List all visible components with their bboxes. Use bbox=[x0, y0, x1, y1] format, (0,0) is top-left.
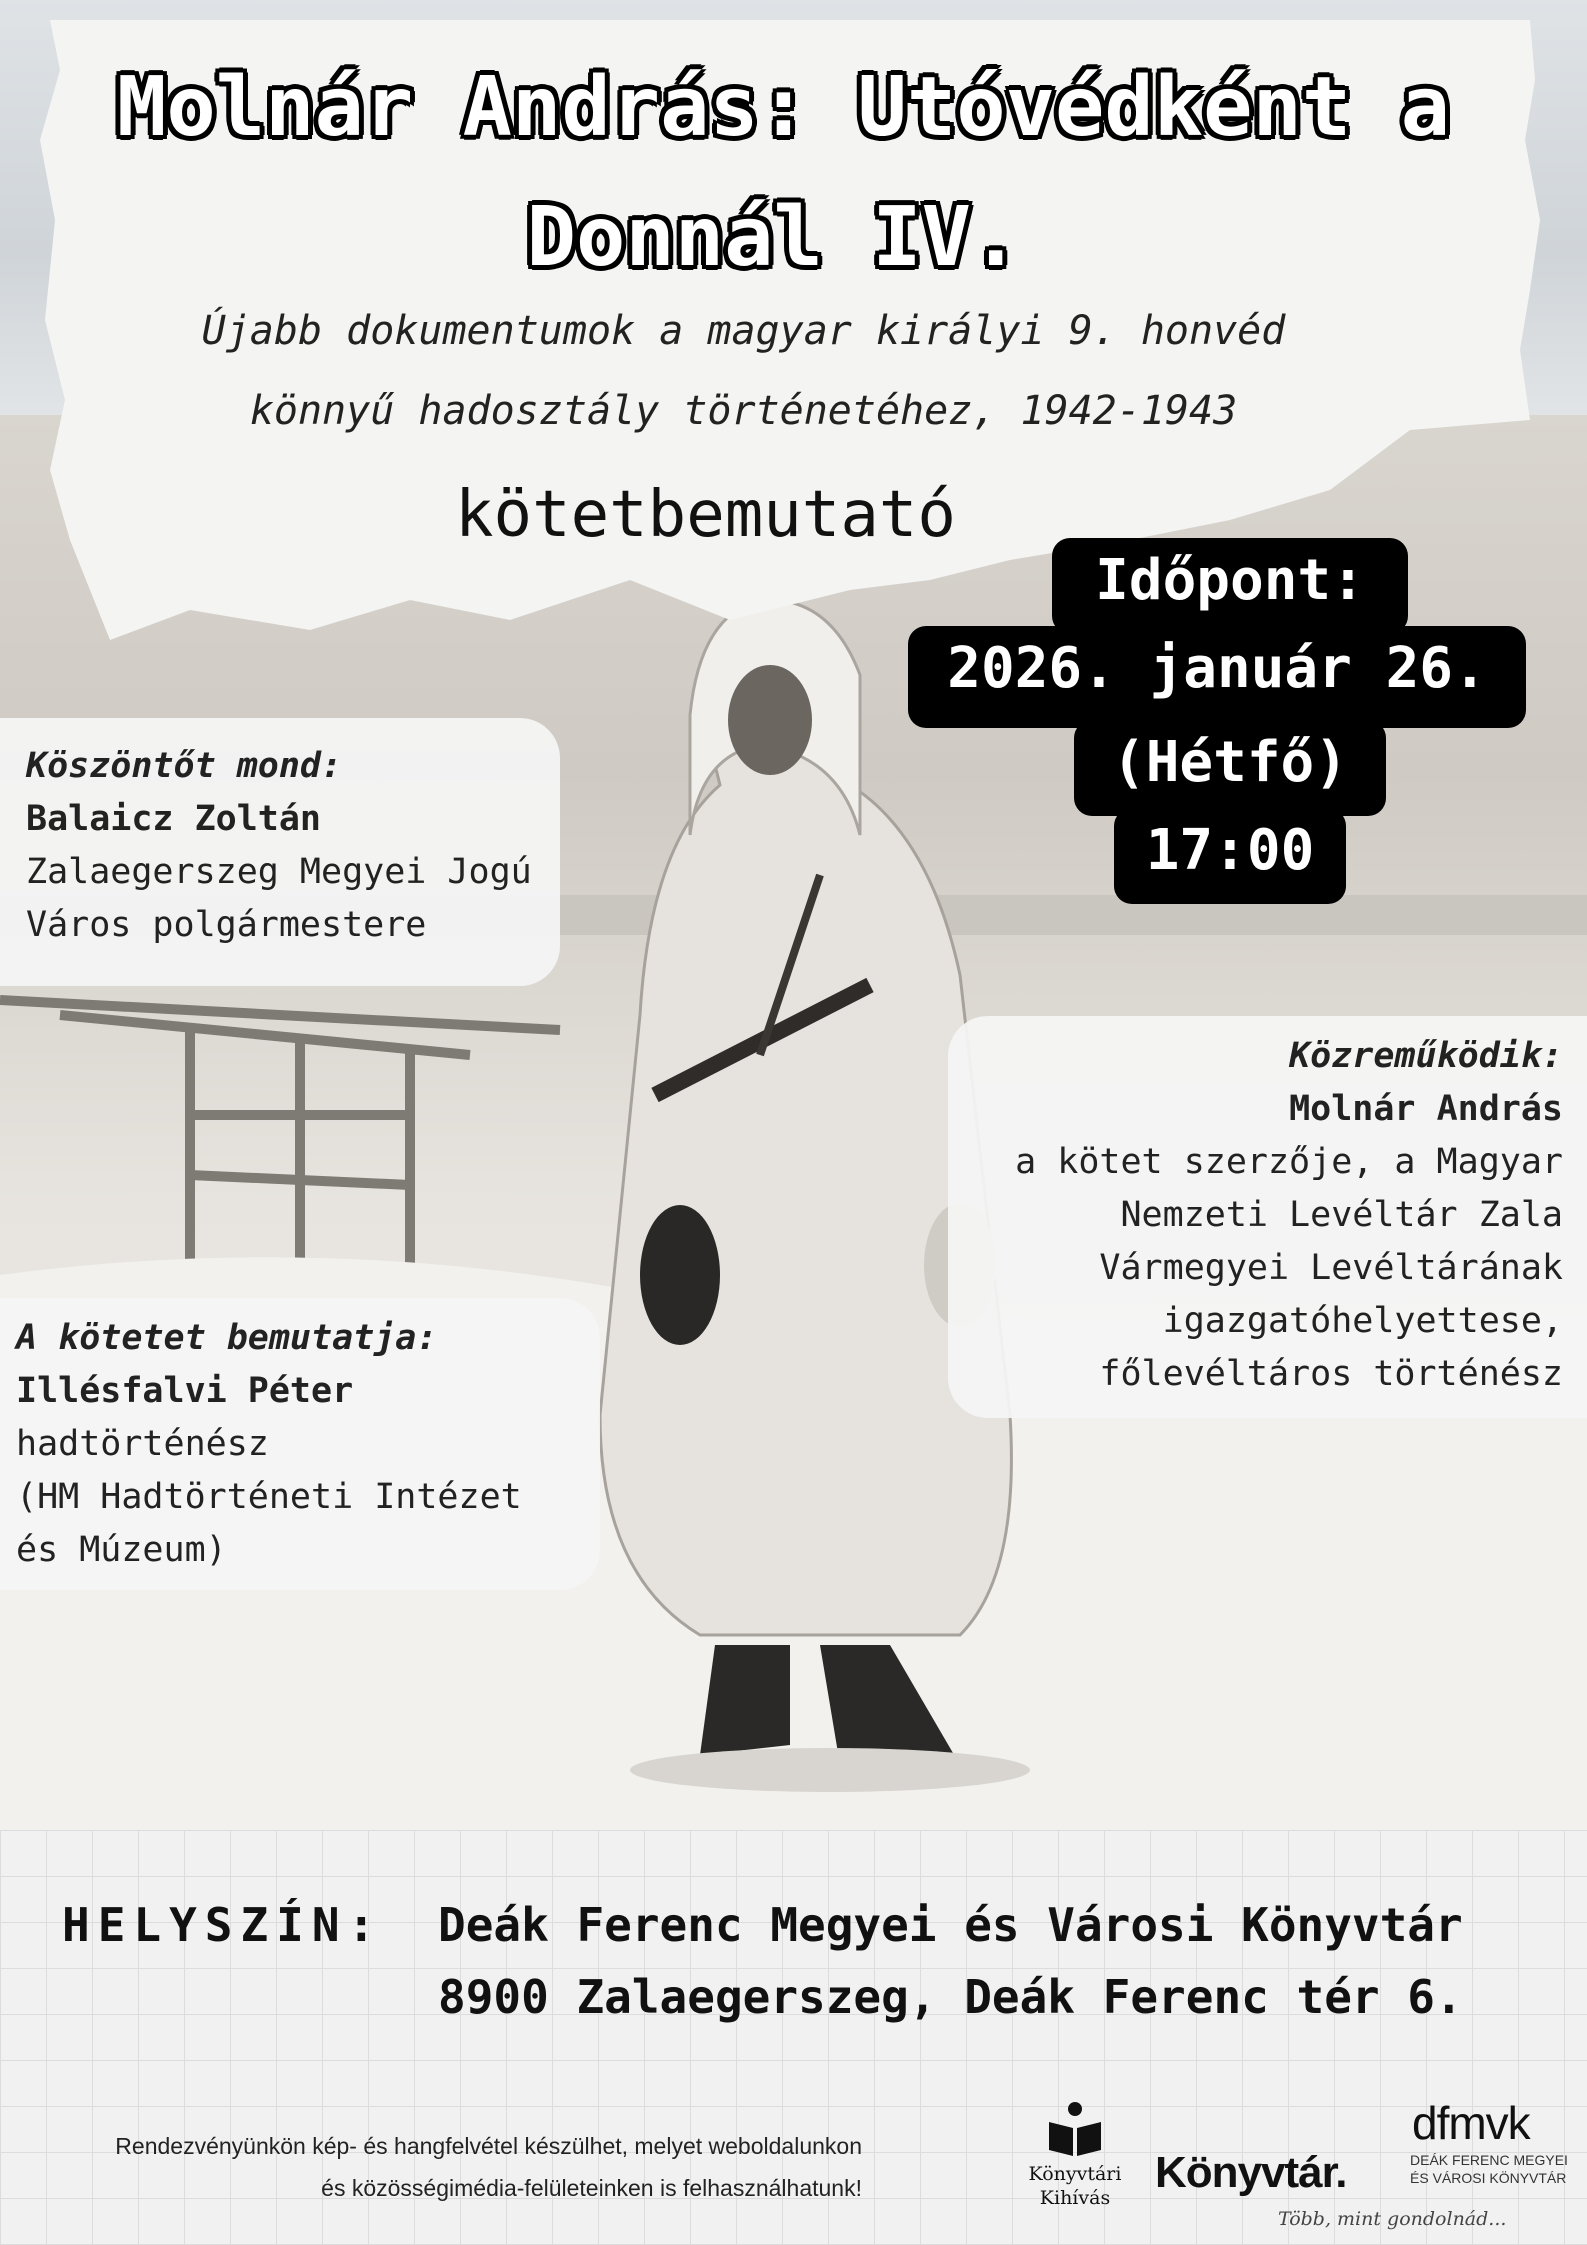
konyvtari-kihivas-text: Könyvtári Kihívás bbox=[1028, 2163, 1122, 2209]
presenter-card bbox=[0, 1298, 600, 1590]
presenter-desc-2: (HM Hadtörténeti Intézet bbox=[16, 1477, 522, 1517]
date-label: Időpont: bbox=[1052, 538, 1408, 634]
welcome-desc-2: Város polgármestere bbox=[26, 905, 427, 945]
book-icon bbox=[1047, 2100, 1103, 2158]
welcome-role: Köszöntőt mond: bbox=[26, 746, 343, 786]
contributor-name: Molnár András bbox=[1289, 1089, 1563, 1129]
title-line-2: Donnál IV. bbox=[526, 190, 1021, 285]
welcome-desc-1: Zalaegerszeg Megyei Jogú bbox=[26, 852, 532, 892]
dfmvk-name-line-1: DEÁK FERENC MEGYEI bbox=[1410, 2152, 1568, 2168]
date-time: 17:00 bbox=[1114, 808, 1346, 904]
event-type: kötetbemutató bbox=[455, 478, 956, 552]
contributor-desc-1: a kötet szerzője, a Magyar bbox=[1015, 1142, 1563, 1182]
presenter-desc-1: hadtörténész bbox=[16, 1424, 269, 1464]
contributor-card bbox=[948, 1016, 1587, 1418]
recording-notice-1: Rendezvényünkön kép- és hangfelvétel készülhet, melyet weboldalunkon bbox=[115, 2133, 862, 2159]
title-line-1: Molnár András: Utóvédként a bbox=[117, 60, 1450, 155]
recording-notice-2: és közösségimédia-felületeinken is felhasználhatunk! bbox=[321, 2175, 862, 2201]
presenter-role: A kötetet bemutatja: bbox=[16, 1318, 438, 1358]
date-weekday: (Hétfő) bbox=[1074, 720, 1386, 816]
subtitle-line-1: Újabb dokumentumok a magyar királyi 9. honvéd bbox=[201, 308, 1286, 354]
contributor-desc-2: Nemzeti Levéltár Zala bbox=[1120, 1195, 1563, 1235]
konyvtari-kihivas-logo bbox=[1010, 2100, 1140, 2210]
presenter-name: Illésfalvi Péter bbox=[16, 1371, 354, 1411]
venue-address: 8900 Zalaegerszeg, Deák Ferenc tér 6. bbox=[438, 1970, 1463, 2024]
contributor-desc-5: főlevéltáros történész bbox=[1099, 1354, 1563, 1394]
konyvtar-tagline: Több, mint gondolnád... bbox=[1278, 2208, 1507, 2230]
venue-label: HELYSZÍN: bbox=[62, 1898, 384, 1952]
subtitle-line-2: könnyű hadosztály történetéhez, 1942-1943 bbox=[249, 388, 1238, 434]
konyvtar-logo: Könyvtár. bbox=[1155, 2148, 1347, 2197]
date-day: 2026. január 26. bbox=[908, 626, 1526, 728]
contributor-desc-3: Vármegyei Levéltárának bbox=[1099, 1248, 1563, 1288]
welcome-card bbox=[0, 718, 560, 986]
dfmvk-logo: dfmvk bbox=[1412, 2097, 1530, 2149]
dfmvk-name-line-2: ÉS VÁROSI KÖNYVTÁR bbox=[1410, 2170, 1567, 2186]
welcome-name: Balaicz Zoltán bbox=[26, 799, 322, 839]
venue-name: Deák Ferenc Megyei és Városi Könyvtár bbox=[438, 1898, 1463, 1952]
contributor-role: Közreműködik: bbox=[1289, 1036, 1563, 1076]
contributor-desc-4: igazgatóhelyettese, bbox=[1162, 1301, 1563, 1341]
presenter-desc-3: és Múzeum) bbox=[16, 1530, 227, 1570]
